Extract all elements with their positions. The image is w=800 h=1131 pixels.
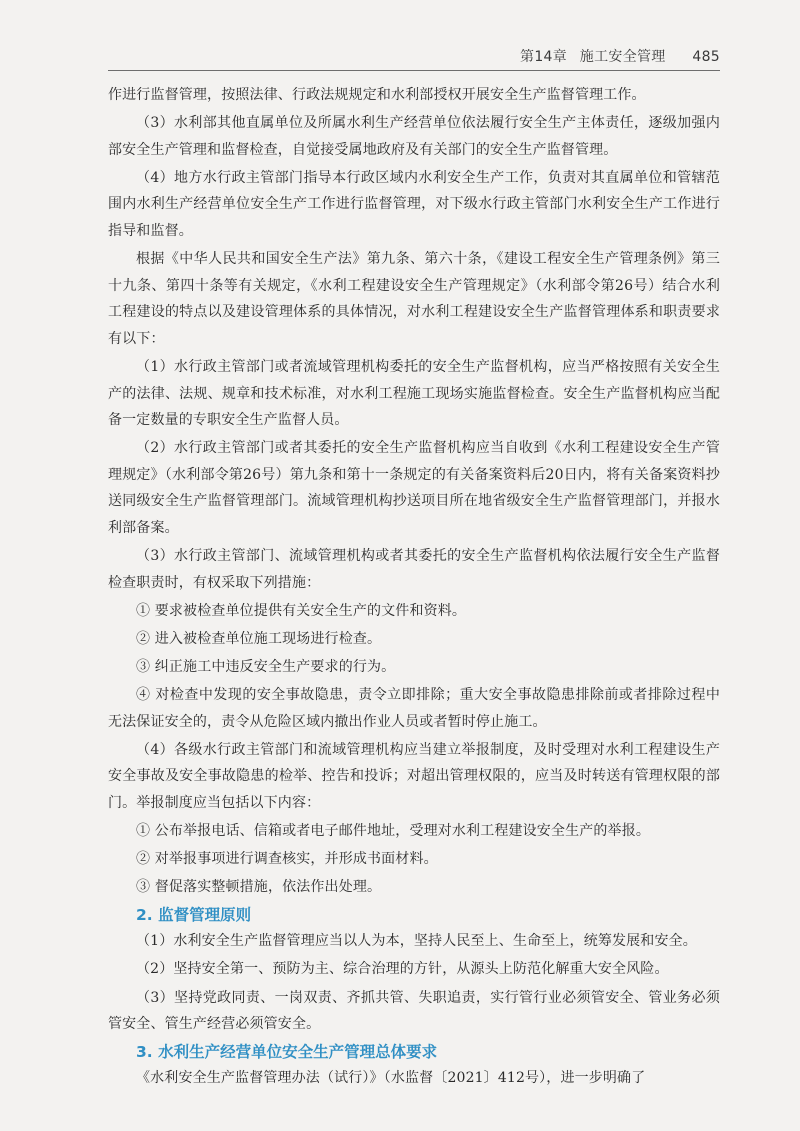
list-item: ③ 督促落实整顿措施，依法作出处理。 (136, 879, 382, 896)
header-chapter: 第14章 (520, 49, 568, 65)
paragraph: （2）坚持安全第一、预防为主、综合治理的方针，从源头上防范化解重大安全风险。 (136, 961, 669, 978)
section-heading: 2. 监督管理原则 (136, 906, 252, 925)
paragraph: （2）水行政主管部门或者其委托的安全生产监督机构应当自收到《水利工程建设安全生产管理规定》（水利部令第26号）第九条和第十一条规定的有关备案资料后20日内，将有关备案资料抄送同级安全生产监督管理部门。流域管理机构抄送项目所在地省级安全生产监督管理部门，并报水利部备案。 (108, 440, 720, 536)
paragraph: （1）水利安全生产监督管理应当以人为本，坚持人民至上、生命至上，统筹发展和安全。 (136, 933, 697, 950)
section-heading: 3. 水利生产经营单位安全生产管理总体要求 (136, 1043, 438, 1062)
paragraph: （3）水行政主管部门、流域管理机构或者其委托的安全生产监督机构依法履行安全生产监督检查职责时，有权采取下列措施： (108, 548, 720, 591)
paragraph: 根据《中华人民共和国安全生产法》第九条、第六十条，《建设工程安全生产管理条例》第三十九条、第四十条等有关规定，《水利工程建设安全生产管理规定》（水利部令第26号）结合水利工程建设的特点以及建设管理体系的具体情况，对水利工程建设安全生产监督管理体系和职责要求有以下： (108, 251, 720, 347)
paragraph: （4）地方水行政主管部门指导本行政区域内水利安全生产工作，负责对其直属单位和管辖范围内水利生产经营单位安全生产工作进行监督管理，对下级水行政主管部门水利安全生产工作进行指导和监督。 (108, 169, 720, 239)
paragraph: （4）各级水行政主管部门和流域管理机构应当建立举报制度，及时受理对水利工程建设生产安全事故及安全事故隐患的检举、控告和投诉；对超出管理权限的，应当及时转送有管理权限的部门。举报制度应当包括以下内容： (108, 741, 720, 811)
paragraph: （3）水利部其他直属单位及所属水利生产经营单位依法履行安全生产主体责任，逐级加强内部安全生产管理和监督检查，自觉接受属地政府及有关部门的安全生产监督管理。 (108, 115, 720, 158)
paragraph: 《水利安全生产监督管理办法（试行）》（水监督〔2021〕412号），进一步明确了 (136, 1070, 646, 1087)
paragraph: （1）水行政主管部门或者流域管理机构委托的安全生产监督机构，应当严格按照有关安全生产的法律、法规、规章和技术标准，对水利工程施工现场实施监督检查。安全生产监督机构应当配备一定数量的专职安全生产监督人员。 (108, 358, 720, 429)
list-item: ① 公布举报电话、信箱或者电子邮件地址，受理对水利工程建设安全生产的举报。 (136, 823, 650, 840)
page-number: 485 (692, 49, 720, 65)
list-item: ① 要求被检查单位提供有关安全生产的文件和资料。 (136, 602, 467, 619)
running-header (108, 44, 720, 71)
header-title: 施工安全管理 (579, 49, 666, 65)
header-text (520, 46, 720, 66)
paragraph: 作进行监督管理，按照法律、行政法规规定和水利部授权开展安全生产监督管理工作。 (108, 87, 646, 103)
list-item: ④ 对检查中发现的安全事故隐患，责令立即排除；重大安全事故隐患排除前或者排除过程中无法保证安全的，责令从危险区域内撤出作业人员或者暂时停止施工。 (108, 687, 720, 730)
paragraph: （3）坚持党政同责、一岗双责、齐抓共管、失职追责，实行管行业必须管安全、管业务必须管安全、管生产经营必须管安全。 (108, 989, 720, 1033)
list-item: ② 进入被检查单位施工现场进行检查。 (136, 630, 382, 647)
list-item: ② 对举报事项进行调查核实，并形成书面材料。 (136, 851, 438, 868)
list-item: ③ 纠正施工中违反安全生产要求的行为。 (136, 658, 396, 675)
page-body (108, 82, 720, 1093)
